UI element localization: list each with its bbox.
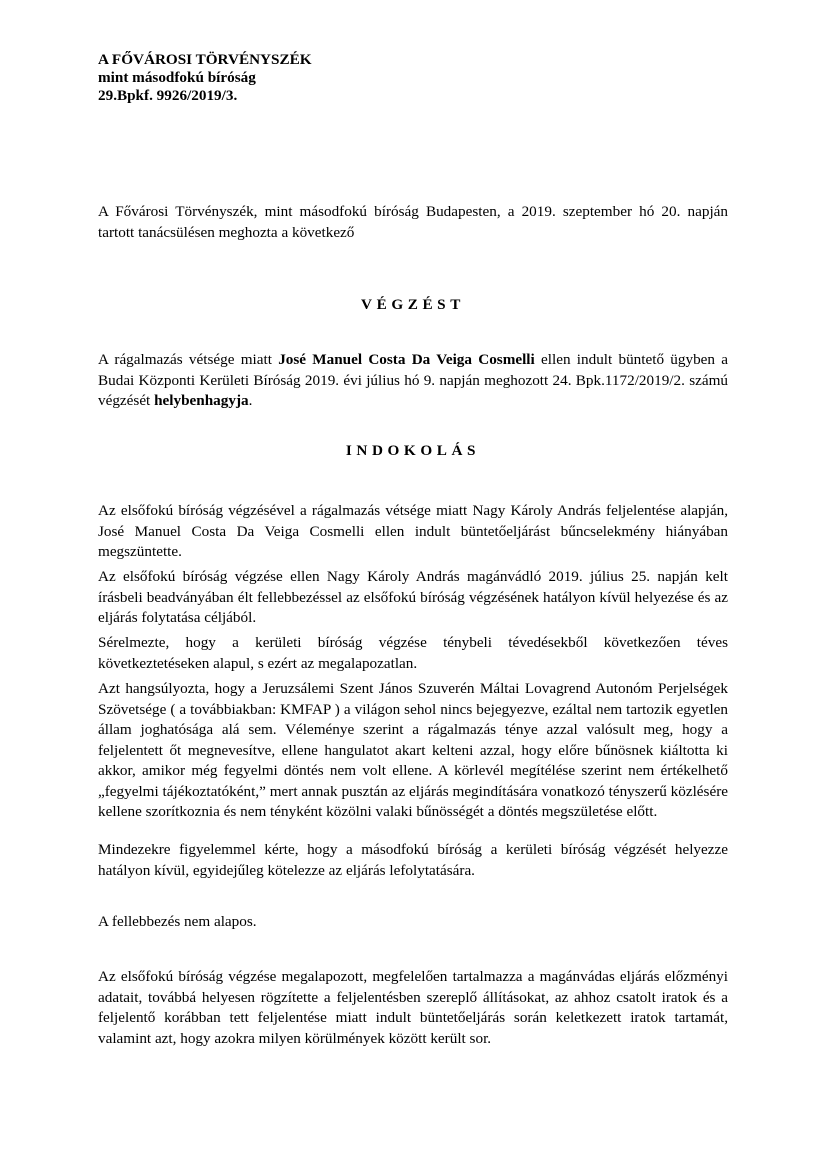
verdict: helybenhagyja xyxy=(154,392,249,409)
reason-paragraph-1: Az elsőfokú bíróság végzésével a rágalmazás vétsége miatt Nagy Károly András feljelentése alapján, José Manuel Costa Da Veiga Cosmelli ellen indult büntetőeljárást bűncselekmény hiányában megszüntette. xyxy=(98,502,728,560)
reason-paragraph-6: A fellebbezés nem alapos. xyxy=(98,913,257,930)
reasons-title: INDOKOLÁS xyxy=(345,442,481,459)
court-role: mint másodfokú bíróság xyxy=(98,69,256,86)
reason-paragraph-3: Sérelmezte, hogy a kerületi bíróság végzése ténybeli tévedésekből következően téves következtetéseken alapul, s ezért az megalapozatlan. xyxy=(98,634,728,672)
decision-paragraph xyxy=(98,350,728,412)
court-name: A FŐVÁROSI TÖRVÉNYSZÉK xyxy=(98,51,312,68)
decision-text-3: . xyxy=(248,392,253,409)
court-header xyxy=(98,51,312,105)
decision-text-2: ellen indult büntető ügyben a Budai Központi Kerületi Bíróság 2019. évi július hó 9. napján meghozott 24. Bpk.1172/2019/2. számú végzését xyxy=(98,351,728,409)
reason-paragraph-2: Az elsőfokú bíróság végzése ellen Nagy Károly András magánvádló 2019. július 25. napján kelt írásbeli beadványában élt fellebbezéssel az elsőfokú bíróság végzésének hatályon kívül helyezése és az eljárás folytatása céljából. xyxy=(98,568,728,626)
reason-paragraph-4: Azt hangsúlyozta, hogy a Jeruzsálemi Szent János Szuverén Máltai Lovagrend Autonóm Perjelségek Szövetsége ( a továbbiakban: KMFAP ) a világon sehol nincs bejegyezve, ezáltal nem tartozik egyetlen állam joghatósága alá sem. Véleménye szerint a rágalmazás ténye azzal valósult meg, hogy a feljelentett őt megnevesítve, ellene hangulatot akart kelteni azzal, hogy előre bűnösnek kiáltotta ki akkor, amikor még fegyelmi döntés nem volt ellene. A körlevél megítélése szerint nem értékelhető „fegyelmi tájékoztatóként,” mert annak pusztán az eljárás megindítására vonatkozó tényszerű közlésére kellene szorítkoznia és nem tényként közölni valaki bűnösségét a döntés megszületése előtt. xyxy=(98,680,728,820)
case-number: 29.Bpkf. 9926/2019/3. xyxy=(98,87,238,104)
reason-paragraph-7: Az elsőfokú bíróság végzése megalapozott, megfelelően tartalmazza a magánvádas eljárás előzményi adatait, továbbá helyesen rögzítette a feljelentésben szereplő állításokat, az ahhoz csatolt iratok és a feljelentő korábban tett feljelentése miatt indult büntetőeljárás során keletkezett iratok tartamát, valamint azt, hogy azokra milyen körülmények között került sor. xyxy=(98,968,728,1047)
decision-text-1: A rágalmazás vétsége miatt xyxy=(98,351,279,368)
defendant-name: José Manuel Costa Da Veiga Cosmelli xyxy=(278,351,535,368)
reason-paragraph-5: Mindezekre figyelemmel kérte, hogy a másodfokú bíróság a kerületi bíróság végzését helyezze hatályon kívül, egyidejűleg kötelezze az eljárás lefolytatására. xyxy=(98,841,728,879)
intro-paragraph: A Fővárosi Törvényszék, mint másodfokú bíróság Budapesten, a 2019. szeptember hó 20. napján tartott tanácsülésen meghozta a következő xyxy=(98,203,728,241)
decision-title: VÉGZÉST xyxy=(361,296,465,313)
